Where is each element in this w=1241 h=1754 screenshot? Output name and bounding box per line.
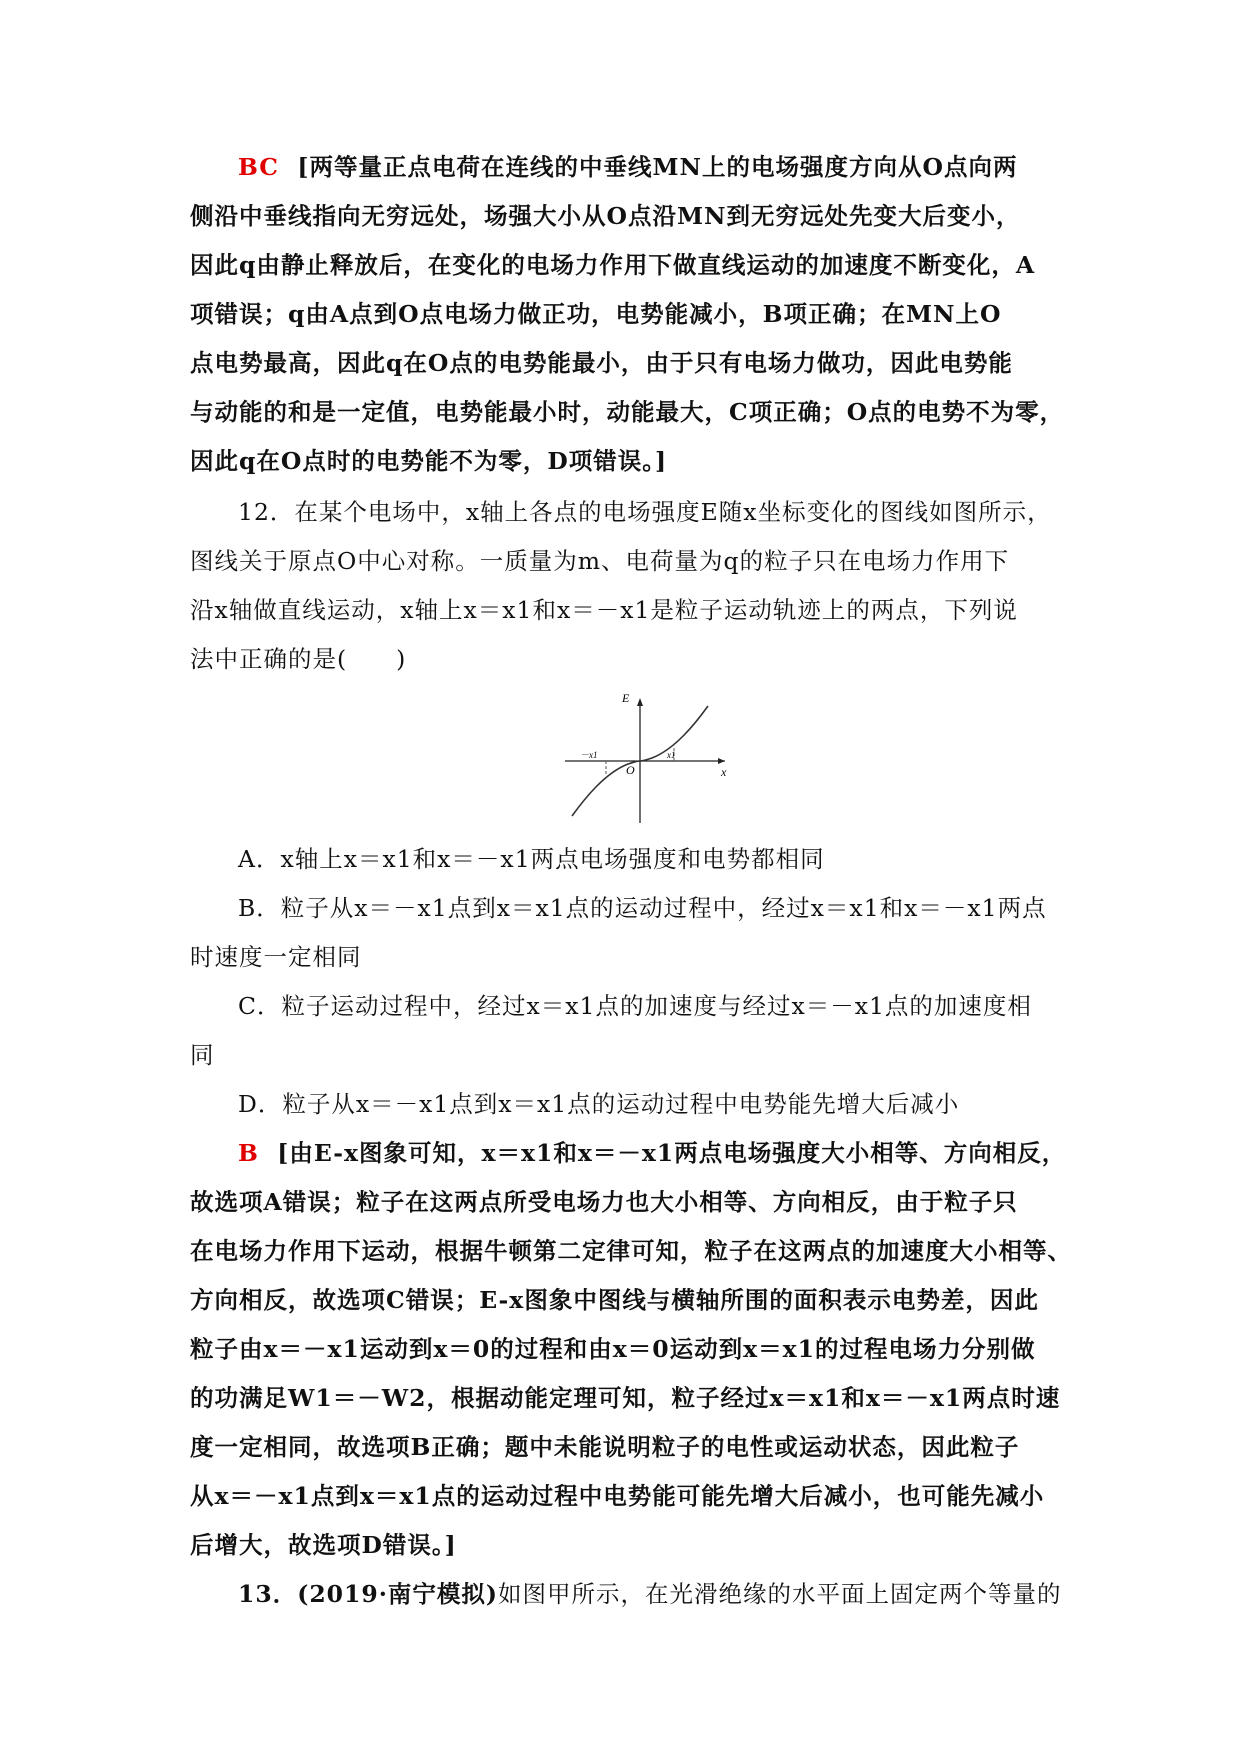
answer-12-line-1 [238, 1136, 1067, 1170]
answer-11-line-7: 因此q在O点时的电势能不为零，D项错误。] [190, 447, 668, 475]
answer-12-line-8: 从x＝－x1点到x＝x1点的运动过程中电势能可能先增大后减小，也可能先减小 [190, 1482, 1045, 1510]
answer-11-line-6: 与动能的和是一定值，电势能最小时，动能最大，C项正确；O点的电势不为零， [190, 398, 1065, 426]
x1-label: x1 [667, 750, 676, 760]
answer-11-line-4: 项错误；q由A点到O点电场力做正功，电势能减小，B项正确；在MN上O [190, 300, 1002, 328]
option-a: A．x轴上x＝x1和x＝－x1两点电场强度和电势都相同 [238, 845, 825, 873]
answer-12-line-9: 后增大，故选项D错误。] [190, 1531, 457, 1559]
answer-11-line-5: 点电势最高，因此q在O点的电势能最小，由于只有电场力做功，因此电势能 [190, 349, 1013, 377]
answer-12-line-2: 故选项A错误；粒子在这两点所受电场力也大小相等、方向相反，由于粒子只 [190, 1188, 1018, 1216]
question-12-line-3: 沿x轴做直线运动，x轴上x＝x1和x＝－x1是粒子运动轨迹上的两点，下列说 [190, 596, 1018, 624]
answer-11-line-1 [238, 150, 1060, 184]
option-d: D．粒子从x＝－x1点到x＝x1点的运动过程中电势能先增大后减小 [238, 1090, 960, 1118]
question-12-line-4: 法中正确的是( ) [190, 645, 407, 673]
x-axis-arrow [718, 758, 725, 764]
question-13-source: (2019·南宁模拟) [297, 1580, 499, 1608]
answer-12-line-6: 的功满足W1＝－W2，根据动能定理可知，粒子经过x＝x1和x＝－x1两点时速 [190, 1384, 1061, 1412]
answer-12-line-7: 度一定相同，故选项B正确；题中未能说明粒子的电性或运动状态，因此粒子 [190, 1433, 1020, 1461]
answer-11-line-3: 因此q由静止释放后，在变化的电场力作用下做直线运动的加速度不断变化，A [190, 251, 1036, 279]
answer-12-letter: B [238, 1139, 259, 1167]
option-b-line-1: B．粒子从x＝－x1点到x＝x1点的运动过程中，经过x＝x1和x＝－x1两点 [238, 894, 1047, 922]
answer-11-line-2: 侧沿中垂线指向无穷远处，场强大小从O点沿MN到无穷远处先变大后变小， [190, 202, 1021, 230]
answer-12-line-3: 在电场力作用下运动，根据牛顿第二定律可知，粒子在这两点的加速度大小相等、 [190, 1237, 1072, 1265]
question-12-line-2: 图线关于原点O中心对称。一质量为m、电荷量为q的粒子只在电场力作用下 [190, 547, 1010, 575]
question-12-line-1: 12．在某个电场中，x轴上各点的电场强度E随x坐标变化的图线如图所示， [238, 498, 1052, 526]
answer-12-line-4: 方向相反，故选项C错误；E-x图象中图线与横轴所围的面积表示电势差，因此 [190, 1286, 1039, 1314]
neg-x1-label: －x1 [580, 750, 598, 760]
y-axis-arrow [637, 698, 643, 706]
option-b-line-2: 时速度一定相同 [190, 943, 362, 971]
answer-11-letter: BC [238, 153, 280, 181]
e-x-graph [560, 688, 730, 828]
question-13-number: 13． [238, 1580, 298, 1608]
answer-11-text-1: [两等量正点电荷在连线的中垂线MN上的电场强度方向从O点向两 [297, 153, 1018, 181]
answer-12-line-5: 粒子由x＝－x1运动到x＝0的过程和由x＝0运动到x＝x1的过程电场力分别做 [190, 1335, 1036, 1363]
option-c-line-2: 同 [190, 1041, 215, 1069]
answer-12-text-1: [由E-x图象可知，x＝x1和x＝－x1两点电场强度大小相等、方向相反， [277, 1139, 1067, 1167]
question-13-line-1 [238, 1577, 1060, 1611]
question-13-text: 如图甲所示，在光滑绝缘的水平面上固定两个等量的 [498, 1580, 1062, 1608]
option-c-line-1: C．粒子运动过程中，经过x＝x1点的加速度与经过x＝－x1点的加速度相 [238, 992, 1032, 1020]
x-axis-label: x [721, 765, 727, 779]
y-axis-label: E [622, 691, 630, 705]
origin-label: O [626, 763, 635, 777]
